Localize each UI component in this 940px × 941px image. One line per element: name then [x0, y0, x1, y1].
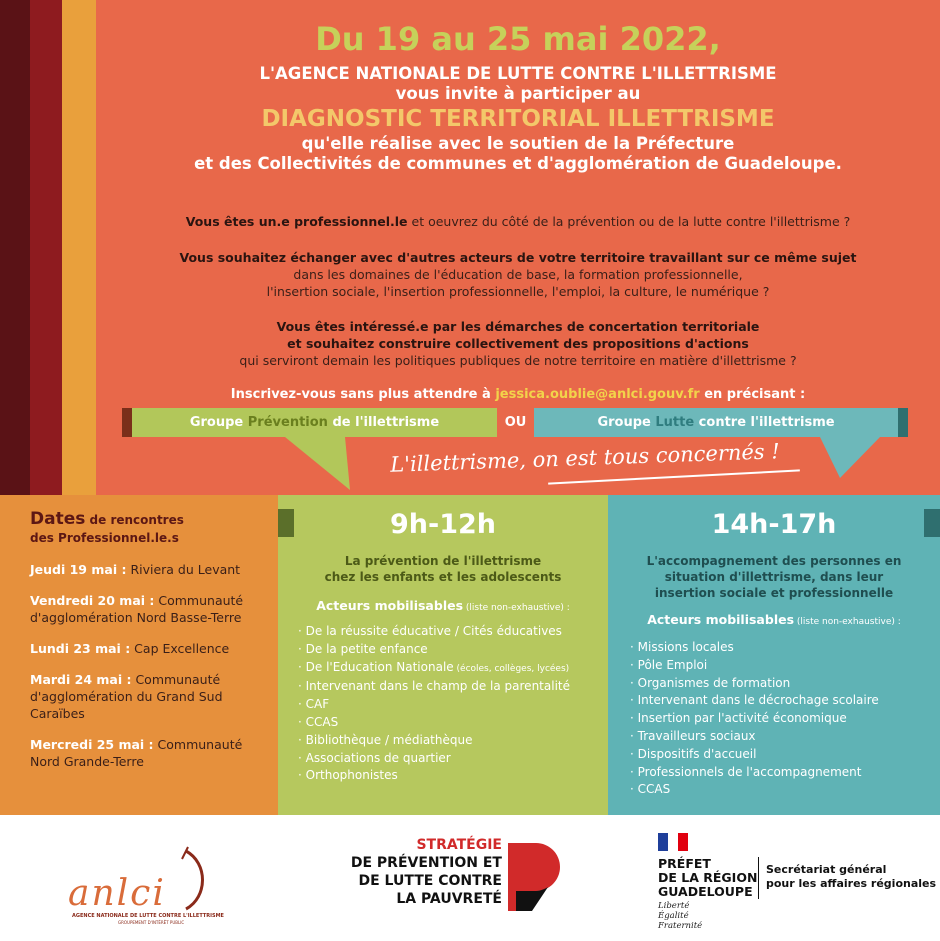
date-place: Communauté d'agglomération du Grand Sud Caraïbes: [30, 672, 223, 721]
group-lutte-b: contre l'illettrisme: [694, 415, 835, 430]
list-item: · Orthophonistes: [298, 767, 570, 785]
date-item: [30, 592, 258, 626]
list-item: · CAF: [298, 696, 570, 714]
afternoon-actors-heading: [608, 612, 940, 627]
p3-bold-2: et souhaitez construire collectivement des propositions d'actions: [287, 336, 749, 351]
p1-bold: Vous êtes un.e professionnel.le: [185, 214, 408, 229]
list-item: · Pôle Emploi: [630, 657, 879, 675]
list-item-note: (écoles, collèges, lycées): [453, 663, 570, 674]
sgar-line: pour les affaires régionales: [766, 877, 937, 890]
date-place: Communauté Nord Grande-Terre: [30, 737, 243, 769]
list-item: · Intervenant dans le décrochage scolaire: [630, 692, 879, 710]
marianne-flag-icon: [658, 833, 688, 851]
invite-line: vous invite à participer au: [395, 84, 641, 103]
strategy-line: LA PAUVRETÉ: [396, 891, 502, 907]
group-prevention-bubble: [122, 408, 497, 437]
divider: [758, 857, 759, 899]
list-item: · De la petite enfance: [298, 641, 570, 659]
dates-title: Dates: [30, 509, 86, 529]
date-place: Riviera du Levant: [126, 562, 241, 577]
morning-time: 9h-12h: [389, 509, 496, 540]
list-item: · CCAS: [298, 714, 570, 732]
date-item: [30, 640, 258, 657]
date-item: [30, 671, 258, 722]
list-item: · Bibliothèque / médiathèque: [298, 732, 570, 750]
motto-line: Fraternité: [658, 921, 703, 931]
date-day: Vendredi 20 mai :: [30, 593, 155, 608]
strategy-line: DE LUTTE CONTRE: [358, 873, 502, 889]
date-place: Communauté d'agglomération Nord Basse-Terre: [30, 593, 244, 625]
list-item: [298, 659, 570, 679]
actors-note: (liste non-exhaustive) :: [463, 603, 570, 613]
anlci-tagline: AGENCE NATIONALE DE LUTTE CONTRE L'ILLETTRISME: [72, 913, 224, 919]
strategy-line: DE PRÉVENTION ET: [350, 855, 502, 871]
motto-line: Liberté: [658, 901, 690, 911]
p2-line-3: l'insertion sociale, l'insertion professionnelle, l'emploi, la culture, le numérique ?: [266, 284, 770, 299]
anlci-wordmark: anlci: [68, 873, 166, 914]
list-item: · Intervenant dans le champ de la parentalité: [298, 678, 570, 696]
p1-rest: et oeuvrez du côté de la prévention ou de la lutte contre l'illettrisme ?: [407, 214, 851, 229]
footer-logos: [0, 815, 940, 940]
agency-name: L'AGENCE NATIONALE DE LUTTE CONTRE L'ILLETTRISME: [259, 64, 777, 83]
list-item: · CCAS: [630, 781, 879, 799]
motto-line: Égalité: [658, 911, 689, 921]
anlci-logo: [58, 839, 224, 925]
support-line-1: qu'elle réalise avec le soutien de la Préfecture: [301, 134, 735, 153]
list-item: · Travailleurs sociaux: [630, 728, 879, 746]
p2-bold: Vous souhaitez échanger avec d'autres acteurs de votre territoire travaillant sur ce même sujet: [179, 250, 857, 265]
dates-column: [0, 495, 278, 815]
support-line-2: et des Collectivités de communes et d'agglomération de Guadeloupe.: [194, 154, 842, 173]
strategy-logo: [350, 837, 570, 927]
group-lutte-bubble: [534, 408, 908, 437]
morning-actors-list: [298, 623, 570, 785]
prefet-line: PRÉFET: [658, 856, 711, 871]
list-item: · Organismes de formation: [630, 675, 879, 693]
morning-actors-heading: [278, 598, 608, 613]
date-day: Jeudi 19 mai :: [30, 562, 127, 577]
date-place: Cap Excellence: [130, 641, 230, 656]
list-item: · Dispositifs d'accueil: [630, 746, 879, 764]
afternoon-sub-3: insertion sociale et professionnelle: [654, 586, 894, 600]
morning-sub-2: chez les enfants et les adolescents: [324, 570, 562, 584]
list-item: · Missions locales: [630, 639, 879, 657]
date-item: [30, 736, 258, 770]
sgar-line: Secrétariat général: [766, 863, 887, 876]
date-range-title: Du 19 au 25 mai 2022,: [315, 20, 721, 58]
signup-before: Inscrivez-vous sans plus attendre à: [230, 387, 496, 402]
afternoon-time: 14h-17h: [711, 509, 837, 540]
email-link[interactable]: jessica.oublie@anlci.gouv.fr: [495, 387, 700, 402]
date-day: Mercredi 25 mai :: [30, 737, 154, 752]
date-day: Lundi 23 mai :: [30, 641, 131, 656]
group-prev-b: de l'illettrisme: [327, 415, 440, 430]
p3-bold-1: Vous êtes intéressé.e par les démarches de concertation territoriale: [276, 319, 760, 334]
date-item: [30, 561, 258, 578]
morning-session-column: [278, 495, 608, 815]
p3-line-3: qui serviront demain les politiques publiques de notre territoire en matière d'illettrisme ?: [239, 353, 797, 368]
group-prev-key: Prévention: [247, 415, 328, 430]
actors-note: (liste non-exhaustive) :: [794, 617, 901, 627]
signup-after: en précisant :: [699, 387, 806, 402]
morning-subtitle: [278, 553, 608, 585]
strategy-title: STRATÉGIE: [416, 837, 502, 853]
morning-sub-1: La prévention de l'illettrisme: [344, 554, 542, 568]
actors-label: Acteurs mobilisables: [316, 598, 464, 613]
diagnostic-title: DIAGNOSTIC TERRITORIAL ILLETTRISME: [261, 106, 775, 132]
list-item-text: De l'Education Nationale: [305, 659, 454, 674]
afternoon-sub-2: situation d'illettrisme, dans leur: [664, 570, 884, 584]
or-label: OU: [504, 415, 527, 430]
list-item: · Professionnels de l'accompagnement: [630, 764, 879, 782]
afternoon-subtitle: [608, 553, 940, 601]
list-item: · Associations de quartier: [298, 750, 570, 768]
p2-line-2: dans les domaines de l'éducation de base, la formation professionnelle,: [293, 267, 743, 282]
date-day: Mardi 24 mai :: [30, 672, 132, 687]
p-logo-icon: [506, 841, 562, 913]
list-item: · Insertion par l'activité économique: [630, 710, 879, 728]
dates-title-rest: de rencontres: [85, 513, 184, 527]
group-lutte-key: Lutte: [655, 415, 695, 430]
group-prev-a: Groupe: [189, 415, 248, 430]
slogan: L'illettrisme, on est tous concernés !: [389, 439, 781, 477]
prefet-line: DE LA RÉGION: [658, 870, 758, 885]
afternoon-sub-1: L'accompagnement des personnes en: [646, 554, 902, 568]
group-lutte-a: Groupe: [597, 415, 656, 430]
anlci-tagline-2: GROUPEMENT D'INTÉRÊT PUBLIC: [118, 920, 185, 925]
afternoon-session-column: [608, 495, 940, 815]
list-item: · De la réussite éducative / Cités éducatives: [298, 623, 570, 641]
prefet-line: GUADELOUPE: [658, 884, 753, 899]
actors-label: Acteurs mobilisables: [647, 612, 795, 627]
prefet-logo: [656, 831, 937, 941]
dates-subtitle: des Professionnel.le.s: [30, 531, 179, 545]
afternoon-actors-list: [630, 639, 879, 799]
